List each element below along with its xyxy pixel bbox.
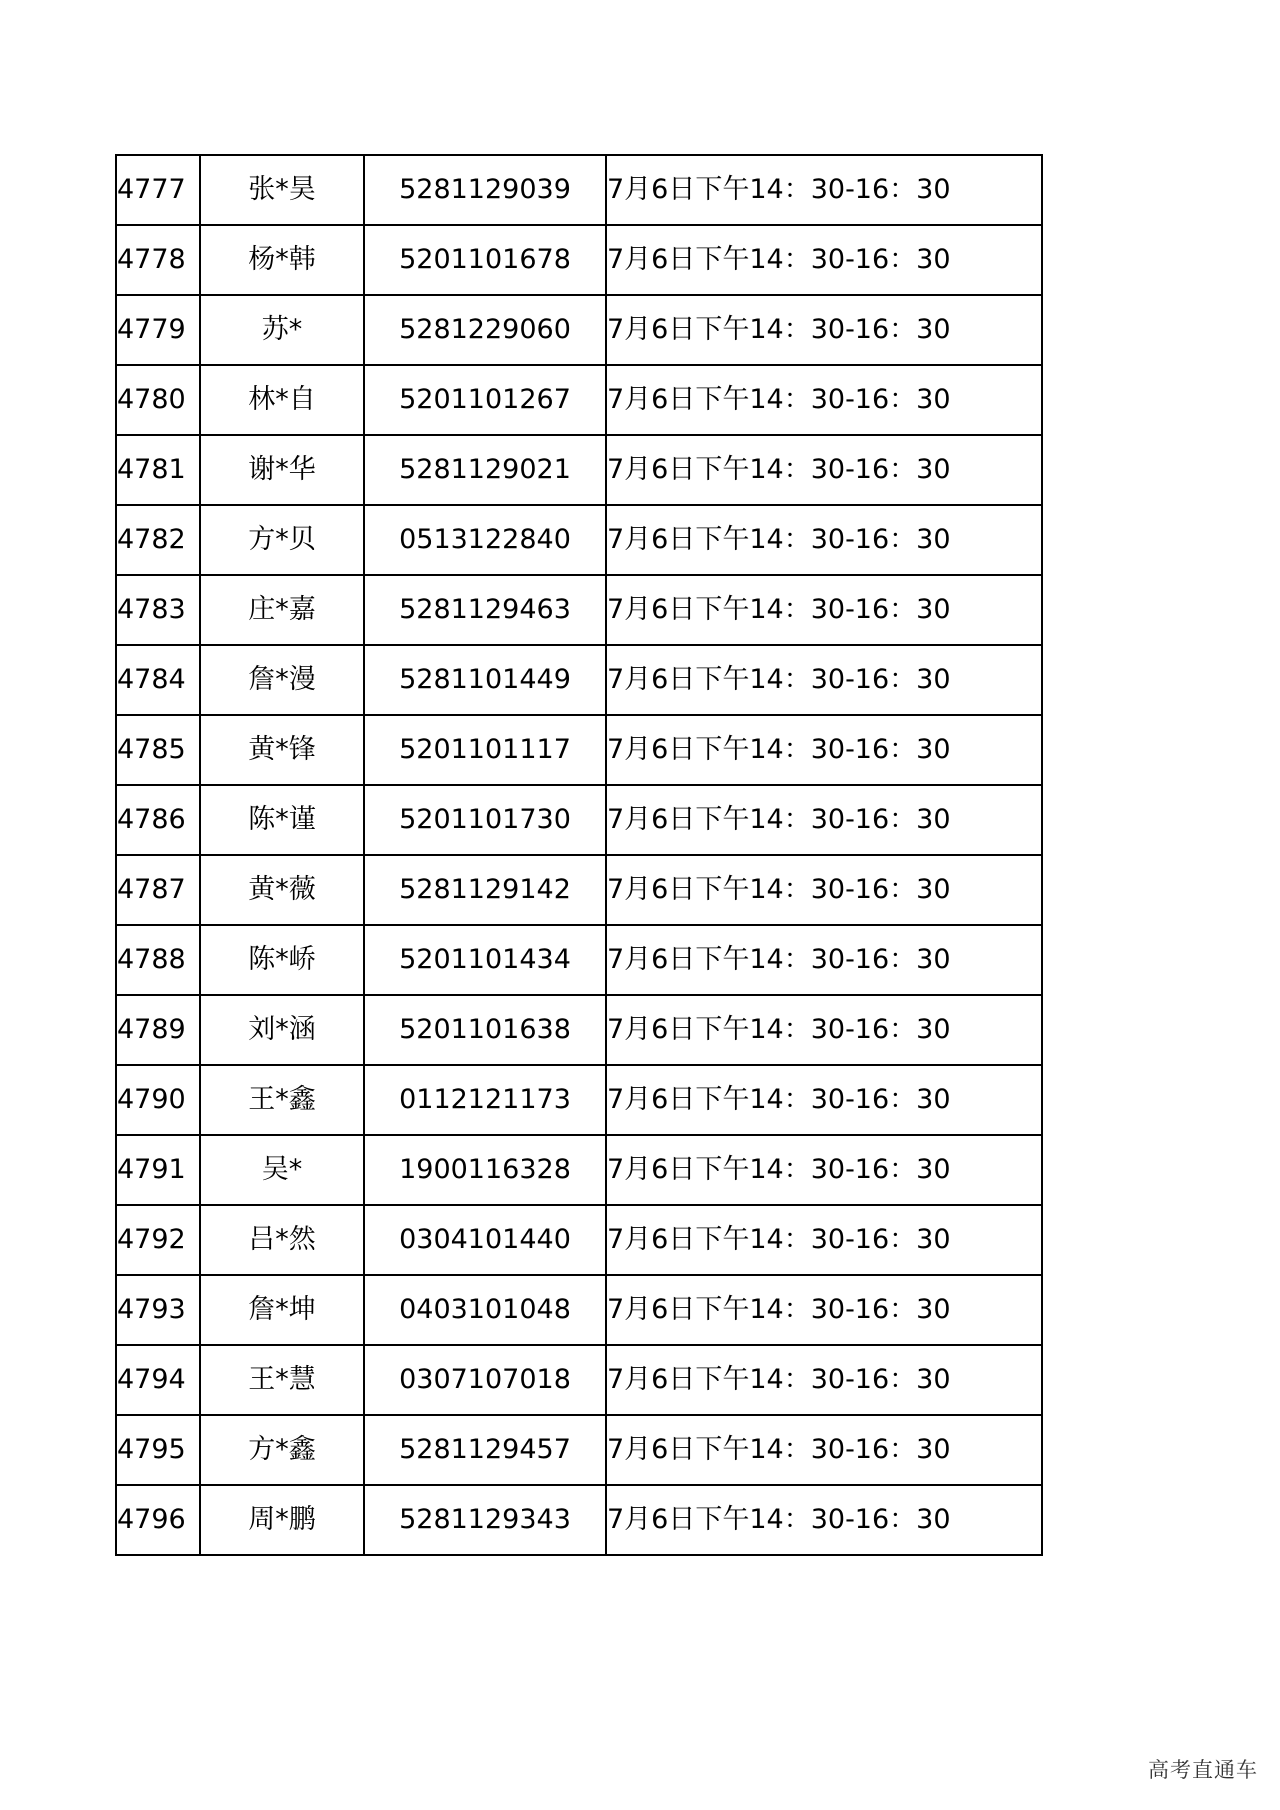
cell-id: 5201101730 bbox=[364, 785, 606, 855]
table-row bbox=[116, 785, 1042, 855]
cell-number: 4783 bbox=[116, 575, 200, 645]
cell-time: 7月6日下午14：30-16：30 bbox=[606, 155, 1042, 225]
table-row bbox=[116, 995, 1042, 1065]
cell-name: 吕*然 bbox=[200, 1205, 364, 1275]
table-row bbox=[116, 1135, 1042, 1205]
cell-id: 1900116328 bbox=[364, 1135, 606, 1205]
cell-time: 7月6日下午14：30-16：30 bbox=[606, 785, 1042, 855]
cell-number: 4794 bbox=[116, 1345, 200, 1415]
cell-time: 7月6日下午14：30-16：30 bbox=[606, 715, 1042, 785]
cell-number: 4790 bbox=[116, 1065, 200, 1135]
cell-number: 4795 bbox=[116, 1415, 200, 1485]
cell-name: 詹*坤 bbox=[200, 1275, 364, 1345]
table-row bbox=[116, 575, 1042, 645]
cell-number: 4779 bbox=[116, 295, 200, 365]
cell-id: 5201101117 bbox=[364, 715, 606, 785]
cell-time: 7月6日下午14：30-16：30 bbox=[606, 435, 1042, 505]
cell-id: 0307107018 bbox=[364, 1345, 606, 1415]
cell-number: 4787 bbox=[116, 855, 200, 925]
cell-name: 张*昊 bbox=[200, 155, 364, 225]
cell-name: 林*自 bbox=[200, 365, 364, 435]
cell-name: 詹*漫 bbox=[200, 645, 364, 715]
table-row bbox=[116, 645, 1042, 715]
cell-id: 5281129039 bbox=[364, 155, 606, 225]
cell-id: 5201101267 bbox=[364, 365, 606, 435]
cell-time: 7月6日下午14：30-16：30 bbox=[606, 1415, 1042, 1485]
cell-number: 4784 bbox=[116, 645, 200, 715]
roster-table-body bbox=[116, 155, 1042, 1555]
cell-id: 5281129457 bbox=[364, 1415, 606, 1485]
cell-time: 7月6日下午14：30-16：30 bbox=[606, 645, 1042, 715]
cell-name: 陈*谨 bbox=[200, 785, 364, 855]
cell-time: 7月6日下午14：30-16：30 bbox=[606, 1485, 1042, 1555]
cell-time: 7月6日下午14：30-16：30 bbox=[606, 995, 1042, 1065]
cell-time: 7月6日下午14：30-16：30 bbox=[606, 1205, 1042, 1275]
table-row bbox=[116, 1345, 1042, 1415]
cell-time: 7月6日下午14：30-16：30 bbox=[606, 925, 1042, 995]
cell-name: 黄*薇 bbox=[200, 855, 364, 925]
cell-name: 周*鹏 bbox=[200, 1485, 364, 1555]
cell-time: 7月6日下午14：30-16：30 bbox=[606, 855, 1042, 925]
cell-name: 苏* bbox=[200, 295, 364, 365]
cell-name: 王*慧 bbox=[200, 1345, 364, 1415]
cell-id: 5201101678 bbox=[364, 225, 606, 295]
cell-number: 4781 bbox=[116, 435, 200, 505]
cell-number: 4782 bbox=[116, 505, 200, 575]
cell-name: 黄*锋 bbox=[200, 715, 364, 785]
cell-name: 吴* bbox=[200, 1135, 364, 1205]
cell-name: 庄*嘉 bbox=[200, 575, 364, 645]
table-row bbox=[116, 1485, 1042, 1555]
cell-id: 0403101048 bbox=[364, 1275, 606, 1345]
cell-name: 刘*涵 bbox=[200, 995, 364, 1065]
cell-id: 5281101449 bbox=[364, 645, 606, 715]
table-row bbox=[116, 365, 1042, 435]
cell-name: 谢*华 bbox=[200, 435, 364, 505]
table-row bbox=[116, 1065, 1042, 1135]
cell-number: 4796 bbox=[116, 1485, 200, 1555]
cell-time: 7月6日下午14：30-16：30 bbox=[606, 575, 1042, 645]
cell-id: 0513122840 bbox=[364, 505, 606, 575]
cell-name: 方*鑫 bbox=[200, 1415, 364, 1485]
table-row bbox=[116, 435, 1042, 505]
cell-time: 7月6日下午14：30-16：30 bbox=[606, 505, 1042, 575]
cell-number: 4786 bbox=[116, 785, 200, 855]
cell-number: 4788 bbox=[116, 925, 200, 995]
table-row bbox=[116, 715, 1042, 785]
roster-table bbox=[115, 154, 1043, 1556]
table-row bbox=[116, 1275, 1042, 1345]
cell-time: 7月6日下午14：30-16：30 bbox=[606, 1345, 1042, 1415]
cell-time: 7月6日下午14：30-16：30 bbox=[606, 1065, 1042, 1135]
cell-number: 4793 bbox=[116, 1275, 200, 1345]
cell-id: 5281129142 bbox=[364, 855, 606, 925]
table-row bbox=[116, 225, 1042, 295]
cell-time: 7月6日下午14：30-16：30 bbox=[606, 225, 1042, 295]
cell-number: 4778 bbox=[116, 225, 200, 295]
table-row bbox=[116, 855, 1042, 925]
cell-time: 7月6日下午14：30-16：30 bbox=[606, 295, 1042, 365]
table-row bbox=[116, 1415, 1042, 1485]
watermark: 高考直通车 bbox=[1148, 1758, 1258, 1782]
table-row bbox=[116, 505, 1042, 575]
cell-name: 王*鑫 bbox=[200, 1065, 364, 1135]
table-row bbox=[116, 1205, 1042, 1275]
cell-number: 4792 bbox=[116, 1205, 200, 1275]
cell-time: 7月6日下午14：30-16：30 bbox=[606, 1275, 1042, 1345]
cell-number: 4791 bbox=[116, 1135, 200, 1205]
cell-id: 5281129463 bbox=[364, 575, 606, 645]
cell-number: 4785 bbox=[116, 715, 200, 785]
cell-number: 4777 bbox=[116, 155, 200, 225]
cell-number: 4789 bbox=[116, 995, 200, 1065]
table-row bbox=[116, 295, 1042, 365]
cell-id: 5281229060 bbox=[364, 295, 606, 365]
table-row bbox=[116, 155, 1042, 225]
table-row bbox=[116, 925, 1042, 995]
cell-id: 0112121173 bbox=[364, 1065, 606, 1135]
cell-time: 7月6日下午14：30-16：30 bbox=[606, 1135, 1042, 1205]
cell-id: 5281129021 bbox=[364, 435, 606, 505]
cell-id: 5281129343 bbox=[364, 1485, 606, 1555]
cell-name: 方*贝 bbox=[200, 505, 364, 575]
cell-id: 5201101638 bbox=[364, 995, 606, 1065]
cell-id: 0304101440 bbox=[364, 1205, 606, 1275]
cell-name: 陈*峤 bbox=[200, 925, 364, 995]
cell-time: 7月6日下午14：30-16：30 bbox=[606, 365, 1042, 435]
cell-id: 5201101434 bbox=[364, 925, 606, 995]
cell-number: 4780 bbox=[116, 365, 200, 435]
cell-name: 杨*韩 bbox=[200, 225, 364, 295]
